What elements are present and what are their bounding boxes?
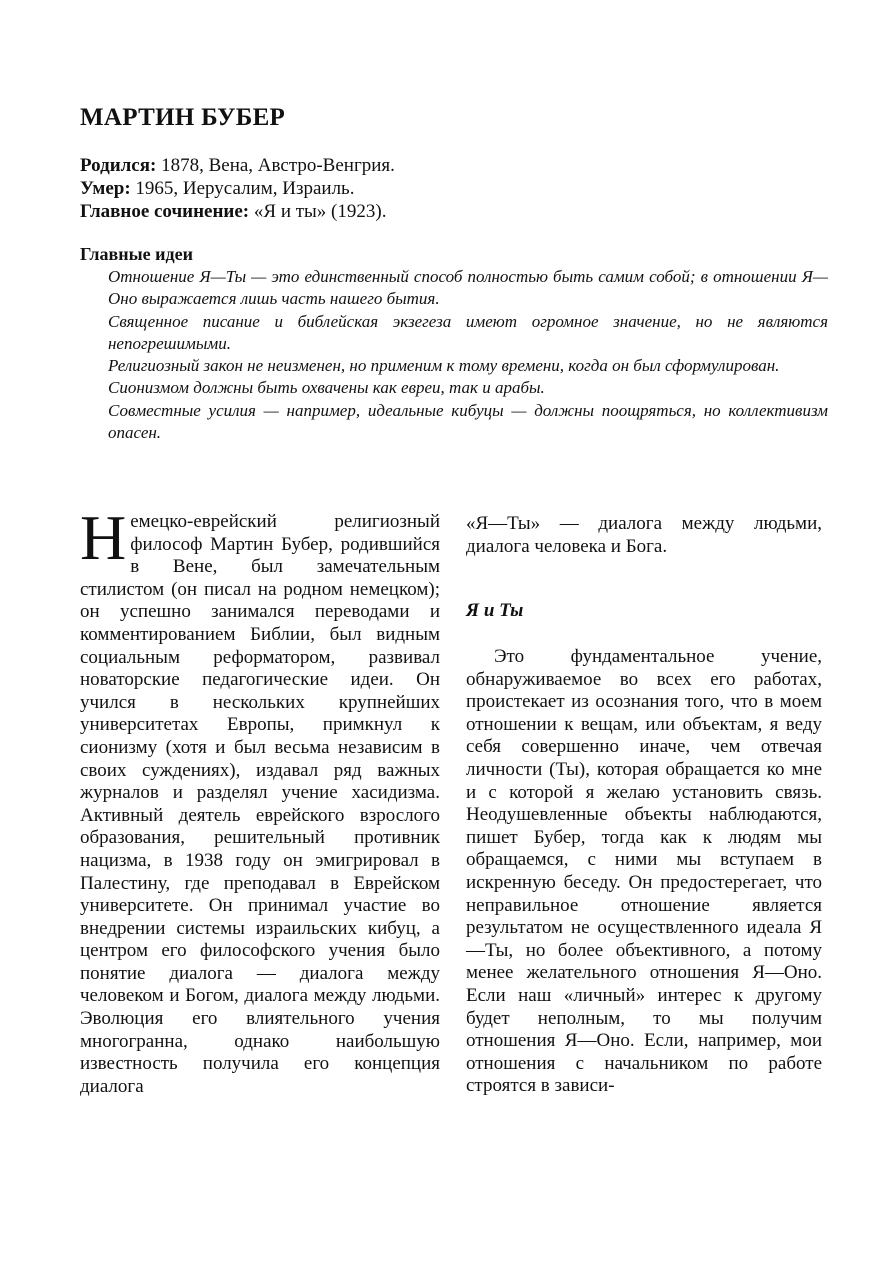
idea-item: Совместные усилия — например, идеальные кибуцы — должны поощряться, но коллективизм опасен. — [108, 400, 828, 443]
left-column-text: емецко-еврейский религиозный философ Мартин Бубер, родившийся в Вене, был замечательным стилистом (он писал на родном немецком); он успешно занимался переводами и комментированием Библии, был видным социальным реформатором, развивал новаторские педагогические идеи. Он учился в нескольких крупнейших университетах Европы, примкнул к сионизму (хотя и был весьма независим в своих суждениях), издавал ряд важных журналов и разделял учение хасидизма. Активный деятель еврейского взрослого образования, решительный противник нацизма, в 1938 году он эмигрировал в Палестину, где преподавал в Еврейском университете. Он принимал участие во внедрении системы израильских кибуц, а центром его философского учения было понятие диалога — диалога между человеком и Богом, диалога между людьми. Эволюция его влиятельного учения многогранна, однако наибольшую известность получила его концепция диалога — [80, 511, 440, 1097]
idea-item: Религиозный закон не неизменен, но применим к тому времени, когда он был сформулирован. — [108, 356, 780, 376]
left-column — [80, 502, 440, 1098]
died-label: Умер: — [80, 178, 131, 199]
section-subheading: Я и Ты — [466, 600, 524, 621]
main-work-value: «Я и ты» (1923). — [249, 201, 387, 222]
main-ideas-list — [108, 266, 828, 444]
main-work-row — [80, 200, 395, 223]
right-column-text: Это фундаментальное учение, обнаруживаемое во всех его работах, проистекает из осознания того, что в моем отношении к вещам, или объектам, я веду себя совершенно иначе, чем отвечая личности (Ты), которая обращается ко мне и с которой я желаю установить связь. Неодушевленные объекты наблюдаются, пишет Бубер, тогда как к людям мы обращаемся, с ними мы вступаем в искренную беседу. Он предостерегает, что неправильное отношение является результатом не осуществленного идеала Я—Ты, но более объективного, а потому менее желательного отношения Я—Оно. Если наш «личный» интерес к другому будет неполным, то мы получим отношения Я—Оно. Если, например, мои отношения с начальником по работе строятся в зависи- — [466, 646, 822, 1097]
right-continuation-text: «Я—Ты» — диалога между людьми, диалога человека и Бога. — [466, 513, 822, 557]
drop-cap: Н — [80, 502, 127, 573]
main-ideas-heading: Главные идеи — [80, 244, 193, 264]
right-column — [466, 646, 822, 1098]
idea-item: Отношение Я—Ты — это единственный способ полностью быть самим собой; в отношении Я—Оно выражается лишь часть нашего бытия. — [108, 267, 828, 309]
born-label: Родился: — [80, 155, 157, 176]
bio-facts — [80, 154, 395, 223]
main-work-label: Главное сочинение: — [80, 201, 250, 222]
born-value: 1878, Вена, Австро-Венгрия. — [156, 155, 395, 176]
died-row — [80, 177, 395, 200]
born-row — [80, 154, 395, 177]
right-column-continuation — [466, 513, 822, 558]
idea-item: Священное писание и библейская экзегеза имеют огромное значение, но не являются непогрешимыми. — [108, 311, 828, 353]
page-title: МАРТИН БУБЕР — [80, 104, 286, 131]
idea-item: Сионизмом должны быть охвачены как евреи, так и арабы. — [108, 378, 545, 398]
died-value: 1965, Иерусалим, Израиль. — [130, 178, 355, 199]
